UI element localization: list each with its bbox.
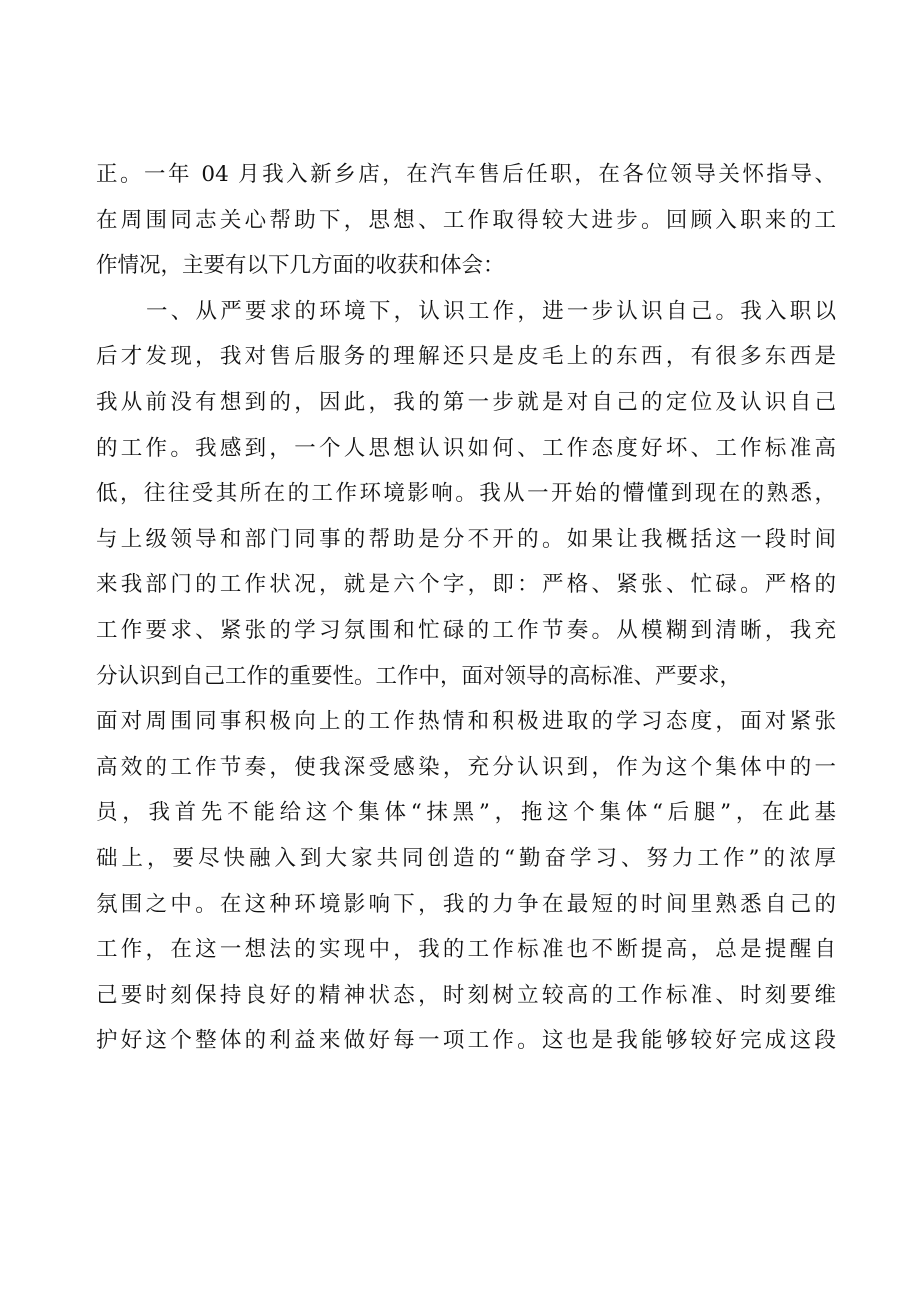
text-line: 的工作。我感到，一个人思想认识如何、工作态度好坏、工作标准高: [96, 435, 836, 461]
text-line: 员，我首先不能给这个集体“抹黑”，拖这个集体“后腿”，在此基: [96, 800, 836, 826]
text-line: 低，往往受其所在的工作环境影响。我从一开始的懵懂到现在的熟悉，: [96, 481, 836, 507]
text-line: 面对周围同事积极向上的工作热情和积极进取的学习态度，面对紧张: [96, 709, 836, 735]
text-line: 作情况，主要有以下几方面的收获和体会：: [96, 253, 505, 279]
paragraph-first-line: 一、从严要求的环境下，认识工作，进一步认识自己。我入职以: [146, 298, 836, 324]
document-body: [96, 152, 836, 1064]
text-line: 护好这个整体的利益来做好每一项工作。这也是我能够较好完成这段: [96, 1028, 836, 1054]
text-line: 正。一年 04 月我入新乡店，在汽车售后任职，在各位领导关怀指导、: [96, 162, 836, 187]
text-line: 后才发现，我对售后服务的理解还只是皮毛上的东西，有很多东西是: [96, 344, 836, 370]
text-line: 在周围同志关心帮助下，思想、工作取得较大进步。回顾入职来的工: [96, 207, 836, 233]
text-line: 与上级领导和部门同事的帮助是分不开的。如果让我概括这一段时间: [96, 526, 836, 552]
text-line: 氛围之中。在这种环境影响下，我的力争在最短的时间里熟悉自己的: [96, 891, 836, 917]
text-line: 工作，在这一想法的实现中，我的工作标准也不断提高，总是提醒自: [96, 937, 836, 963]
text-line: 分认识到自己工作的重要性。工作中，面对领导的高标准、严要求，: [96, 663, 742, 689]
text-line: 础上，要尽快融入到大家共同创造的“勤奋学习、努力工作”的浓厚: [96, 845, 836, 871]
text-line: 高效的工作节奏，使我深受感染，充分认识到，作为这个集体中的一: [96, 754, 836, 780]
text-line: 工作要求、紧张的学习氛围和忙碌的工作节奏。从模糊到清晰，我充: [96, 617, 836, 643]
text-line: 己要时刻保持良好的精神状态，时刻树立较高的工作标准、时刻要维: [96, 982, 836, 1008]
text-line: 我从前没有想到的，因此，我的第一步就是对自己的定位及认识自己: [96, 389, 836, 415]
text-line: 来我部门的工作状况，就是六个字，即：严格、紧张、忙碌。严格的: [96, 572, 836, 598]
